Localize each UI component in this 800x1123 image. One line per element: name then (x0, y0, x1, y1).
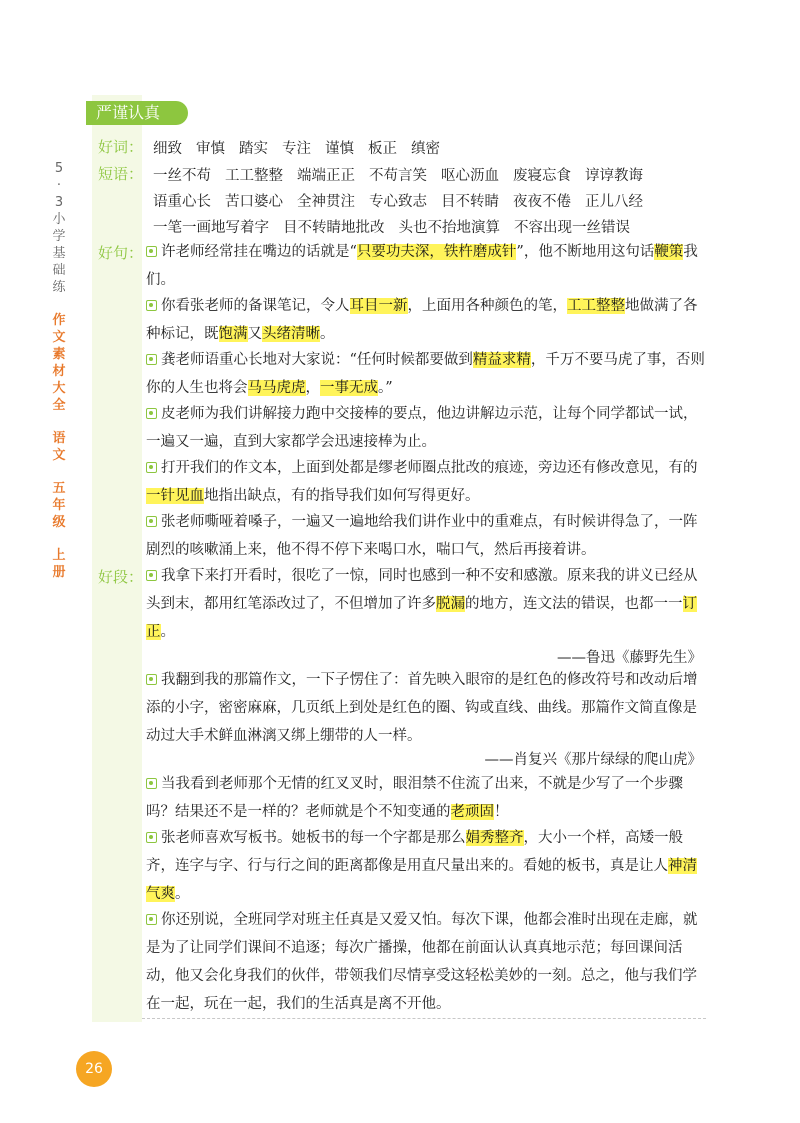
word-item: 谨慎 (325, 141, 354, 157)
phrase-item: 端端正正 (297, 168, 355, 184)
page-number: 26 (76, 1051, 112, 1087)
bullet-icon (146, 570, 157, 581)
phrases-line-2 (153, 190, 657, 211)
label-sentences: 好句： (98, 244, 144, 262)
bullet-icon (146, 516, 157, 527)
bullet-icon (146, 300, 157, 311)
book-title: 作 文 素 材 大 全 语 文 五 年 级 上 册 (52, 313, 66, 580)
phrase-item: 苦口婆心 (225, 194, 283, 210)
phrase-item: 不苟言笑 (369, 168, 427, 184)
phrase-item: 呕心沥血 (441, 168, 499, 184)
bullet-icon (146, 354, 157, 365)
bullet-icon (146, 462, 157, 473)
word-item: 踏实 (239, 141, 268, 157)
paragraph-item: 你还别说，全班同学对班主任真是又爱又怕。每次下课，他都会准时出现在走廊，就是为了让同学们课间不追逐；每次广播操，他都在前面认认真真地示范；每回课间活动，他又会化身我们的伙伴，带领我们尽情享受这轻松美妙的一刻。总之，他与我们学在一起，玩在一起，我们的生活真是离不开他。 (146, 912, 698, 1012)
series-title: 5 · 3 小 学 基 础 练 (52, 161, 66, 295)
label-phrases: 短语： (98, 165, 144, 183)
bottom-dashed-divider (142, 1018, 706, 1019)
phrase-item: 夜夜不倦 (513, 194, 571, 210)
bullet-icon (146, 778, 157, 789)
label-words: 好词： (98, 138, 144, 156)
phrases-line-1 (153, 164, 657, 185)
bullet-icon (146, 674, 157, 685)
paragraph-item: 我拿下来打开看时，很吃了一惊，同时也感到一种不安和感激。原来我的讲义已经从头到末，都用红笔添改过了，不但增加了许多脱漏的地方，连文法的错误，也都一一订正。 (146, 568, 698, 640)
section-title-badge: 严谨认真 (86, 101, 188, 125)
label-paragraphs: 好段： (98, 568, 144, 586)
paragraph-item: 当我看到老师那个无情的红叉叉时，眼泪禁不住流了出来，不就是少写了一个步骤吗？结果还不是一样的？老师就是个不知变通的老顽固！ (146, 776, 683, 820)
sentence-item: 张老师嘶哑着嗓子，一遍又一遍地给我们讲作业中的重难点，有时候讲得急了，一阵剧烈的咳嗽涌上来，他不得不停下来喝口水，喘口气，然后再接着讲。 (146, 514, 698, 558)
word-item: 缜密 (411, 141, 440, 157)
phrase-item: 一丝不苟 (153, 168, 211, 184)
phrase-item: 谆谆教诲 (585, 168, 643, 184)
phrase-item: 全神贯注 (297, 194, 355, 210)
sentence-item: 许老师经常挂在嘴边的话就是“只要功夫深，铁杵磨成针”，他不断地用这句话鞭策我们。 (146, 244, 698, 288)
word-item: 专注 (282, 141, 311, 157)
sentence-item: 皮老师为我们讲解接力跑中交接棒的要点，他边讲解边示范，让每个同学都试一试，一遍又一遍，直到大家都学会迅速接棒为止。 (146, 406, 698, 450)
sentence-item: 打开我们的作文本，上面到处都是缪老师圈点批改的痕迹，旁边还有修改意见，有的一针见血地指出缺点，有的指导我们如何写得更好。 (146, 460, 698, 504)
sentence-item: 龚老师语重心长地对大家说：“任何时候都要做到精益求精，千万不要马虎了事，否则你的人生也将会马马虎虎，一事无成。” (146, 352, 705, 396)
paragraph-source: ——肖复兴《那片绿绿的爬山虎》 (484, 752, 702, 768)
phrase-item: 专心致志 (369, 194, 427, 210)
bullet-icon (146, 832, 157, 843)
bullet-icon (146, 408, 157, 419)
phrase-item: 目不转睛 (441, 194, 499, 210)
word-item: 板正 (368, 141, 397, 157)
phrase-item: 一笔一画地写着字 (153, 220, 269, 236)
paragraph-source: ——鲁迅《藤野先生》 (557, 650, 702, 666)
sentence-item: 你看张老师的备课笔记，令人耳目一新，上面用各种颜色的笔，工工整整地做满了各种标记，既饱满又头绪清晰。 (146, 298, 698, 342)
word-item: 审慎 (196, 141, 225, 157)
word-item: 细致 (153, 141, 182, 157)
phrase-item: 语重心长 (153, 194, 211, 210)
words-row (153, 137, 454, 158)
sidebar-vertical-text (48, 160, 70, 581)
phrase-item: 头也不抬地演算 (398, 220, 500, 236)
phrase-item: 不容出现一丝错误 (514, 220, 630, 236)
phrase-item: 废寝忘食 (513, 168, 571, 184)
paragraph-item: 张老师喜欢写板书。她板书的每一个字都是那么娟秀整齐，大小一个样，高矮一般齐，连字与字、行与行之间的距离都像是用直尺量出来的。看她的板书，真是让人神清气爽。 (146, 830, 697, 902)
paragraph-item: 我翻到我的那篇作文，一下子愣住了：首先映入眼帘的是红色的修改符号和改动后增添的小字，密密麻麻，几页纸上到处是红色的圈、钩或直线、曲线。那篇作文简直像是动过大手术鲜血淋漓又绑上绷带的人一样。 (146, 672, 698, 744)
bullet-icon (146, 246, 157, 257)
phrases-line-3 (153, 216, 644, 237)
phrase-item: 目不转睛地批改 (283, 220, 385, 236)
bullet-icon (146, 914, 157, 925)
phrase-item: 正儿八经 (585, 194, 643, 210)
phrase-item: 工工整整 (225, 168, 283, 184)
